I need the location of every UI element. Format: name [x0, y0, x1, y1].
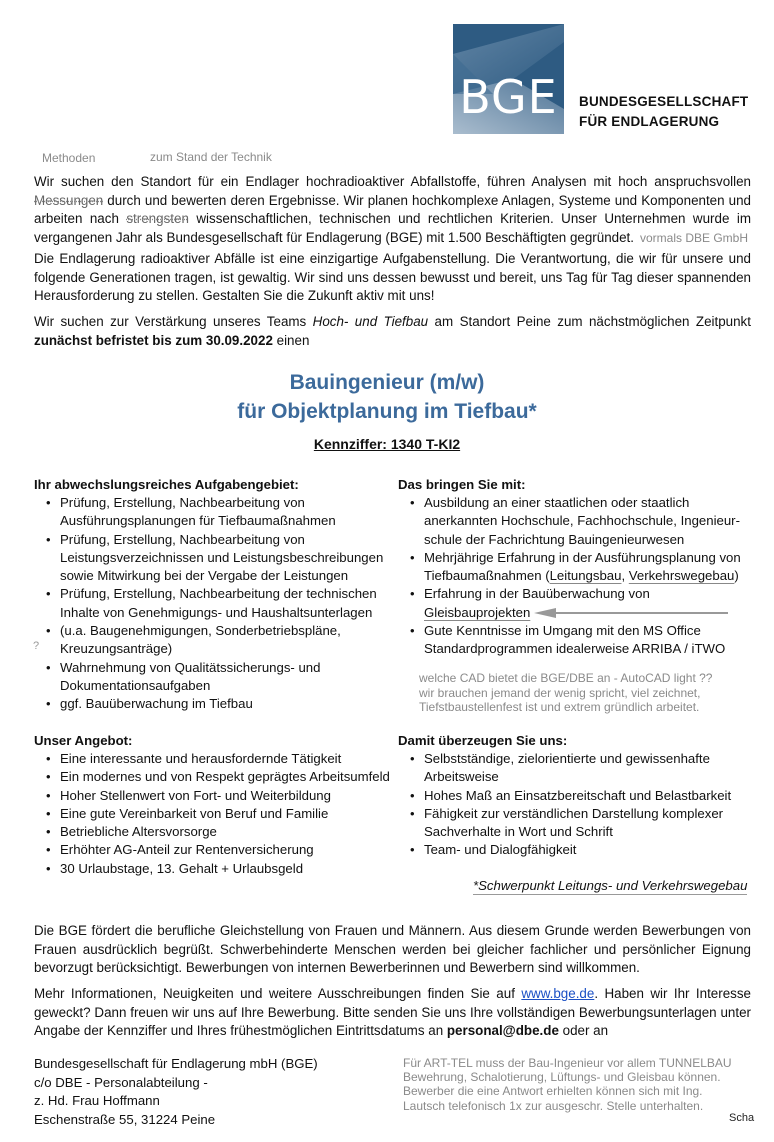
list-item: • ggf. Bauüberwachung im Tiefbau [44, 695, 394, 713]
underlined-verkehrswegebau: Verkehrswegebau [628, 568, 735, 584]
artel-note-line: Für ART-TEL muss der Bau-Ingenieur vor allem TUNNELBAU [403, 1056, 732, 1070]
req-close: ) [734, 568, 739, 584]
list-item: • Prüfung, Erstellung, Nachbearbeitung von Ausführungsplanungen für Tiefbaumaßnahmen [44, 494, 394, 531]
website-link[interactable]: www.bge.de [521, 986, 595, 1001]
more-info-text-2: . Haben wir Ihr Interesse geweckt? Dann freuen wir uns auf Ihre Bewerbung. Bitte senden Sie uns Ihre vollständigen Bewerbungsunterlagen unter Angabe der Kennziffer und Ihres frühestmöglichen Eintrittsdatums an [34, 986, 752, 1038]
brand-line-2: FÜR ENDLAGERUNG [579, 114, 720, 129]
annotation-methoden: Methoden [42, 151, 96, 165]
search-text-2: am Standort Peine zum nächstmöglichen Zeitpunkt [428, 314, 751, 329]
list-item: • Eine interessante und herausfordernde Tätigkeit [44, 750, 404, 768]
contact-email: personal@dbe.de [446, 1023, 559, 1038]
intro-paragraph [34, 173, 751, 247]
list-item: • Hohes Maß an Einsatzbereitschaft und Belastbarkeit [408, 787, 758, 805]
address-line: Bundesgesellschaft für Endlagerung mbH (BGE) [34, 1056, 318, 1071]
mission-paragraph: Die Endlagerung radioaktiver Abfälle ist eine einzigartige Aufgabenstellung. Die Verantwortung, die wir für unsere und folgende Generationen tragen, ist gewaltig. Wir sind uns dessen bewusst und bereit, uns Tag für Tag dieser spannenden Herausforderung zu stellen. Gestalten Sie die Zukunft aktiv mit uns! [34, 251, 751, 303]
equality-paragraph: Die BGE fördert die berufliche Gleichstellung von Frauen und Männern. Aus diesem Grunde werden Bewerbungen von Frauen ausdrücklich begrüßt. Schwerbehinderte Menschen werden bei gleicher fachlicher und persönlicher Eignung bevorzugt berücksichtigt. Bewerbungen von internen Bewerberinnen und Bewerbern sind willkommen. [34, 923, 751, 975]
list-item: • Selbstständige, zielorientierte und gewissenhafte Arbeitsweise [408, 750, 728, 787]
annotation-stand-der-technik: zum Stand der Technik [150, 150, 272, 164]
req-sep: , [621, 568, 629, 584]
more-info-paragraph [34, 985, 751, 1041]
address-line: c/o DBE - Personalabteilung - [34, 1074, 208, 1090]
cad-note-line: Tiefstbaustellenfest ist und extrem gründlich arbeitet. [419, 700, 700, 714]
artel-note-line: Bewehrung, Schalotierung, Lüftungs- und Gleisbau können. [403, 1070, 721, 1085]
underlined-gleisbauprojekten: Gleisbauprojekten [424, 604, 531, 620]
intro-text-2: durch und bewerten deren Ergebnisse. Wir planen hochkomplexe Anlagen, Systeme und Komponenten und arbeiten nach [34, 192, 751, 226]
tasks-list [44, 494, 394, 714]
bge-logo [453, 24, 564, 134]
job-title-line-2: für Objektplanung im Tiefbau* [237, 400, 537, 423]
intro-struck-word-2: strengsten [126, 211, 189, 226]
req-text: Erfahrung in der Bauüberwachung von [424, 586, 650, 602]
list-item: • Prüfung, Erstellung, Nachbearbeitung von Leistungsverzeichnissen und Leistungsbeschreibungen sowie Mitwirkung bei der Vergabe der Leistungen [44, 531, 394, 586]
list-item: • Prüfung, Erstellung, Nachbearbeitung der technischen Inhalte von Genehmigungs- und Haushaltsunterlagen [44, 585, 394, 622]
team-name: Hoch- und Tiefbau [312, 314, 429, 329]
brand-name [579, 92, 748, 132]
annotation-cad-note [419, 671, 712, 715]
offer-list [44, 750, 404, 878]
postal-address [34, 1055, 318, 1129]
intro-text-1: Wir suchen den Standort für ein Endlager hochradioaktiver Abfallstoffe, führen Analysen mit hoch anspruchsvollen [34, 174, 751, 189]
arrow-left-icon [532, 606, 732, 620]
req-text: Mehrjährige Erfahrung in der Ausführungsplanung von Tiefbaumaßnahmen ( [424, 549, 741, 584]
convince-heading: Damit überzeugen Sie uns: [398, 733, 568, 748]
brand-line-1: BUNDESGESELLSCHAFT [579, 94, 749, 109]
list-item: • Eine gute Vereinbarkeit von Beruf und Familie [44, 805, 404, 823]
underlined-leitungsbau: Leitungsbau [549, 568, 622, 584]
list-item: • Fähigkeit zur verständlichen Darstellung komplexer Sachverhalte in Wort und Schrift [408, 805, 738, 842]
requirements-list [408, 494, 758, 659]
list-item: • Erhöhter AG-Anteil zur Rentenversicherung [44, 841, 404, 859]
search-text-3: einen [272, 332, 310, 348]
list-item: • 30 Urlaubstage, 13. Gehalt + Urlaubsgeld [44, 860, 404, 878]
cad-note-line: welche CAD bietet die BGE/DBE an - AutoCAD light ?? [419, 671, 713, 685]
list-item [408, 549, 758, 586]
list-item: • Gute Kenntnisse im Umgang mit den MS Office Standardprogrammen idealerweise ARRIBA / iTWO [408, 622, 738, 659]
more-info-text-1: Mehr Informationen, Neuigkeiten und weitere Ausschreibungen finden Sie auf [34, 986, 522, 1001]
list-item: • (u.a. Baugenehmigungen, Sonderbetriebspläne, Kreuzungsanträge) [44, 622, 344, 659]
more-info-text-3: oder an [558, 1023, 609, 1038]
limitation-text: zunächst befristet bis zum 30.09.2022 [34, 332, 273, 348]
list-item: • Betriebliche Altersvorsorge [44, 823, 404, 841]
tasks-heading: Ihr abwechslungsreiches Aufgabengebiet: [34, 477, 299, 492]
job-title-line-1: Bauingenieur (m/w) [289, 371, 485, 394]
artel-note-line: Lautsch telefonisch 1x zur ausgeschr. Stelle unterhalten. [403, 1098, 704, 1113]
annotation-signature: Scha [729, 1112, 755, 1124]
artel-note-line: Bewerber die eine Antwort erhielten können sich mit Ing. [403, 1084, 703, 1099]
footnote-focus: *Schwerpunkt Leitungs- und Verkehrswegebau [473, 878, 748, 893]
annotation-question-mark: ? [33, 640, 40, 652]
convince-list [408, 750, 758, 860]
annotation-artel-note [403, 1056, 732, 1113]
logo-text: BGE [459, 70, 558, 124]
annotation-vormals: vormals DBE GmbH [639, 230, 749, 245]
list-item: • Hoher Stellenwert von Fort- und Weiterbildung [44, 787, 404, 805]
reference-number: Kennziffer: 1340 T-KI2 [313, 436, 461, 452]
search-text-1: Wir suchen zur Verstärkung unseres Teams [34, 314, 313, 329]
list-item: • Wahrnehmung von Qualitätssicherungs- und Dokumentationsaufgaben [44, 659, 344, 696]
cad-note-line: wir brauchen jemand der wenig spricht, viel zeichnet, [419, 685, 701, 700]
intro-text-3: wissenschaftlichen, technischen und rechtlichen Kriterien. Unser Unternehmen wurde im vergangenen Jahr als Bundesgesellschaft für Endlagerung (BGE) mit 1.500 Beschäftigten gegründet. [34, 211, 751, 245]
intro-struck-word-1: Messungen [34, 192, 104, 208]
requirements-heading: Das bringen Sie mit: [398, 477, 526, 492]
list-item: • Ausbildung an einer staatlichen oder staatlich anerkannten Hochschule, Fachhochschule, Ingenieur-schule der Fachrichtung Bauingenieurwesen [408, 494, 758, 549]
offer-heading: Unser Angebot: [34, 733, 133, 748]
list-item: • Team- und Dialogfähigkeit [408, 841, 758, 859]
address-line: Eschenstraße 55, 31224 Peine [34, 1111, 216, 1127]
list-item: • Ein modernes und von Respekt geprägtes Arbeitsumfeld [44, 768, 404, 786]
address-line: z. Hd. Frau Hoffmann [34, 1093, 160, 1108]
search-paragraph [34, 313, 751, 350]
